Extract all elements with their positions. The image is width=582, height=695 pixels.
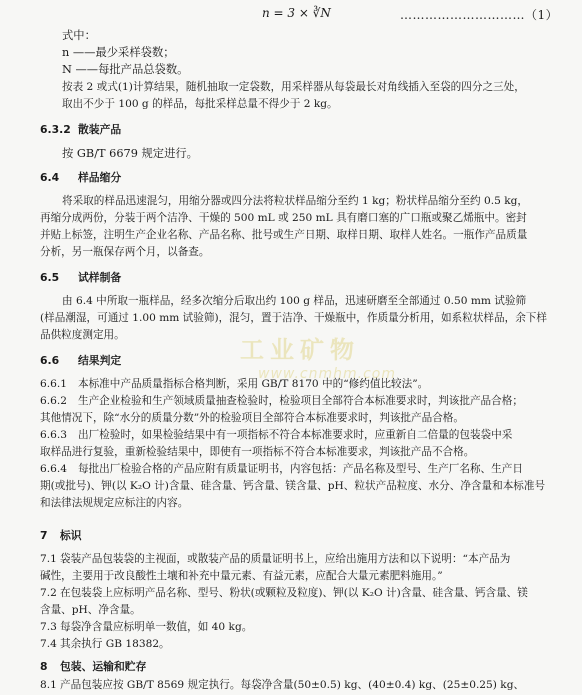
paragraph-line: 其他情况下，除“水分的质量分数”外的检验项目全部符合本标准要求时，判该批产品合格。 [40,412,464,424]
item-text: 其余执行 GB 18382。 [60,638,170,650]
section-title: 样品缩分 [78,171,122,184]
item-text: 本标准中产品质量指标合格判断，采用 GB/T 8170 中的“修约值比较法”。 [78,378,429,390]
item-text: 每批出厂检验合格的产品应附有质量证明书，内容包括：产品名称及型号、生产厂名称、生产日 [78,463,523,475]
item-text: 产品包装应按 GB/T 8569 规定执行。每袋净含量(50±0.5) kg、(40±0.4) kg、(25±0.25) kg、 [60,679,525,691]
item-number: 7.3 [40,621,57,633]
formula: n = 3 × ∛N [262,6,331,20]
paragraph-line: 取样品进行复验，重新检验结果中，即使有一项指标不符合本标准要求，判该批产品不合格。 [40,446,475,458]
paragraph-line: 含量、pH、净含量。 [40,604,141,616]
item-number: 6.6.4 [40,463,67,475]
paragraph-line: N ——每批产品总袋数。 [62,63,189,76]
watermark-title: 工业矿物 [240,336,360,364]
item-text: 出厂检验时，如果检验结果中有一项指标不符合本标准要求时，应重新自二倍量的包装袋中采 [78,429,513,441]
section-number: 6.6 [40,354,60,367]
item-number: 7.2 [40,587,57,599]
section-heading [40,122,121,137]
numbered-item [40,678,524,693]
paragraph-line: 并贴上标签，注明生产企业名称、产品名称、批号或生产日期、取样日期、取样人姓名。一瓶作产品质量 [40,229,528,241]
section-heading [40,353,121,368]
section-title: 包装、运输和贮存 [60,660,147,673]
section-number: 7 [40,529,48,542]
numbered-item [40,586,528,601]
section-title: 结果判定 [78,354,122,367]
paragraph-line: 式中： [62,29,96,42]
numbered-item [40,637,170,652]
paragraph-line: 将采取的样品迅速混匀，用缩分器或四分法将粒状样品缩分至约 1 kg；粉状样品缩分至约 0.5 kg， [62,195,529,207]
numbered-item [40,552,510,567]
paragraph-line: 由 6.4 中所取一瓶样品，经多次缩分后取出约 100 g 样品，迅速研磨至全部通过 0.50 mm 试验筛 [62,295,527,307]
item-text: 在包装袋上应标明产品名称、型号、粉状(或颗粒及粒度)、钾(以 K₂O 计)含量、硅含量、钙含量、镁 [60,587,528,599]
section-number: 6.3.2 [40,123,71,136]
item-number: 7.4 [40,638,57,650]
item-number: 6.6.2 [40,395,67,407]
section-title: 试样制备 [78,271,122,284]
section-number: 8 [40,660,48,673]
section-heading [40,528,82,543]
section-title: 标识 [60,529,82,542]
paragraph-line: n ——最少采样袋数； [62,46,175,59]
paragraph-line: 再缩分成两份，分装于两个洁净、干燥的 500 mL 或 250 mL 具有磨口塞的广口瓶或聚乙烯瓶中。密封 [40,212,527,224]
item-text: 每袋净含量应标明单一数值，如 40 kg。 [60,621,253,633]
paragraph-line: 分析，另一瓶保存两个月，以备查。 [40,246,210,258]
paragraph-line: (样品潮湿，可通过 1.00 mm 试验筛)，混匀，置于洁净、干燥瓶中，作质量分析用，如系粒状样品，余下样 [40,312,547,324]
paragraph-line: 按表 2 或式(1)计算结果，随机抽取一定袋数，用采样器从每袋最长对角线插入至袋的四分之三处， [62,81,525,93]
item-number: 6.6.3 [40,429,67,441]
numbered-item [40,620,252,635]
section-heading [40,170,121,185]
section-heading [40,659,146,674]
paragraph-line: 期(或批号)、钾(以 K₂O 计)含量、硅含量、钙含量、镁含量、pH、粒状产品粒度、水分、净含量和本标准号 [40,480,546,492]
section-number: 6.5 [40,271,60,284]
section-heading [40,270,121,285]
paragraph-line: 和法律法规规定应标注的内容。 [40,497,189,509]
section-number: 6.4 [40,171,60,184]
equation-number: …………………………（1） [400,8,559,22]
section-title: 散装产品 [78,123,122,136]
paragraph-line: 取出不少于 100 g 的样品，每批采样总量不得少于 2 kg。 [62,98,338,110]
paragraph-line: 按 GB/T 6679 规定进行。 [62,147,198,160]
watermark-url: www.cnmhm.com [258,366,396,382]
numbered-item [40,428,512,443]
item-number: 7.1 [40,553,57,565]
numbered-item [40,394,523,409]
paragraph-line: 碱性，主要用于改良酸性土壤和补充中量元素、有益元素，应配合大量元素肥料施用。” [40,570,443,582]
item-number: 6.6.1 [40,378,67,390]
paragraph-line: 品供粒度测定用。 [40,329,125,341]
item-number: 8.1 [40,679,57,691]
numbered-item [40,462,523,477]
item-text: 袋装产品包装袋的主视面，或散装产品的质量证明书上，应给出施用方法和以下说明：“本产品为 [60,553,511,565]
item-text: 生产企业检验和生产领域质量抽查检验时，检验项目全部符合本标准要求时，判该批产品合格； [78,395,523,407]
numbered-item [40,377,428,392]
